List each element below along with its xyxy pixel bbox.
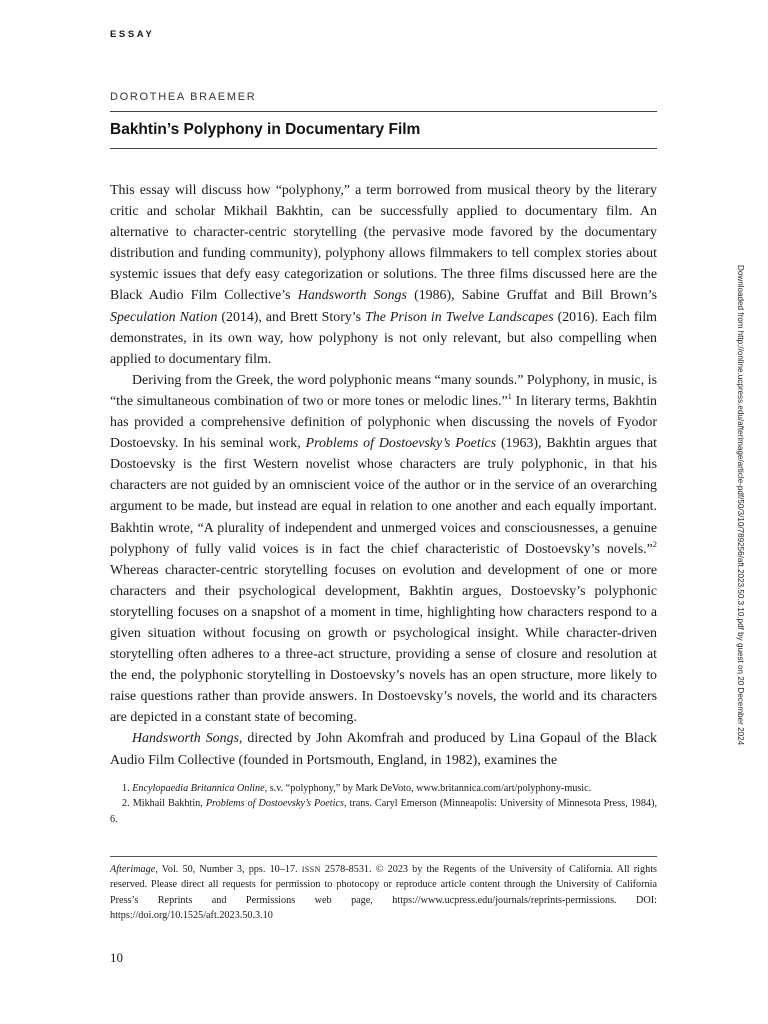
footnote-number: 2. <box>122 798 130 810</box>
header-bottom-rule <box>110 148 657 149</box>
body-paragraph-3 <box>110 728 657 770</box>
footnote-source-title: Problems of Dostoevsky’s Poetics, <box>205 798 347 810</box>
footnote-2 <box>110 796 657 827</box>
book-title: Problems of Dostoevsky’s Poetics <box>305 436 497 452</box>
header-top-rule <box>110 111 657 112</box>
footnotes <box>110 781 657 827</box>
section-label: ESSAY <box>110 29 155 40</box>
body-text: (2016). Each film demonstrates, in its own way, how polyphony is not only relevant, but also compelling when applied to documentary film. <box>110 309 657 367</box>
film-title: Speculation Nation <box>110 309 218 325</box>
footnote-text: trans. Caryl Emerson (Minneapolis: University of Minnesota Press, 1984), 6. <box>110 798 658 825</box>
download-watermark-text: Downloaded from http://online.ucpress.edu/afterimage/article-pdf/50/3/10/789256/aft.2023.50.3.10.pdf by guest on 20 December 2024 <box>736 265 745 746</box>
footnote-number: 1. <box>122 783 130 794</box>
footnote-ref-2[interactable]: 2 <box>652 538 657 549</box>
body-text: This essay will discuss how “polyphony,” a term borrowed from musical theory by the literary critic and scholar Mikhail Bakhtin, can be successfully applied to documentary film. An alternative to character-centric storytelling (the pervasive mode favored by the documentary distribution and funding community), polyphony allows filmmakers to tell complex stories about systemic issues that defy easy categorization or solutions. The three films discussed here are the Black Audio Film Collective’s <box>110 183 657 304</box>
body-text: In literary terms, Bakhtin has provided a comprehensive definition of polyphonic when discussing the novels of Fyodor Dostoevsky. In his seminal work, <box>110 393 657 452</box>
body-text: (2014), and Brett Story’s <box>217 309 366 325</box>
body-text: (1963), Bakhtin argues that Dostoevsky is the first Western novelist whose characters are truly polyphonic, in that his characters are not guided by an omniscient voice of the author or in the service of an overarching argument to be made, but instead are equal in relation to one another and each equally important. Bakhtin wrote, “A plurality of independent and unmerged voices and consciousnesses, a genuine polyphony of fully valid voices is in fact the chief characteristic of Dostoevsky’s novels.” <box>110 436 657 557</box>
body-paragraph-1 <box>110 180 657 370</box>
journal-name: Afterimage <box>110 864 156 875</box>
body-text: (1986), Sabine Gruffat and Bill Brown’s <box>406 288 657 304</box>
body-text: Deriving from the Greek, the word polyphonic means “many sounds.” Polyphony, in music, is “the simultaneous combination of two or more tones or melodic lines.” <box>110 372 657 409</box>
footnote-1 <box>110 781 657 796</box>
footnote-text: , s.v. “polyphony,” by Mark DeVoto, www.britannica.com/art/polyphony-music. <box>264 783 592 794</box>
footnote-source-title: Encylopaedia Britannica Online <box>132 783 265 794</box>
article-body <box>110 180 657 771</box>
body-paragraph-2 <box>110 370 657 729</box>
copyright-text: , Vol. 50, Number 3, pps. 10–17. <box>155 864 302 875</box>
film-title: The Prison in Twelve Landscapes <box>365 309 554 325</box>
footnote-ref-1[interactable]: 1 <box>507 390 512 401</box>
body-text: Whereas character-centric storytelling focuses on evolution and development of one or more characters and their psychological development, Bakhtin argues, Dostoevsky’s polyphonic storytelling focuses on a snapshot of a moment in time, highlighting how characters respond to a given situation without focusing on growth or psychological insight. While character-driven storytelling often adheres to a three-act structure, providing a sense of closure and resolution at the end, the polyphonic storytelling in Dostoevsky’s novels has an open structure, more likely to raise questions rather than provide answers. In Dostoevsky’s novels, the world and its characters are depicted in a constant state of becoming. <box>110 562 657 726</box>
body-text: , directed by John Akomfrah and produced by Lina Gopaul of the Black Audio Film Collective (founded in Portsmouth, England, in 1982), examines the <box>110 731 657 768</box>
article-title: Bakhtin’s Polyphony in Documentary Film <box>110 121 421 138</box>
copyright-notice <box>110 862 657 923</box>
film-title: Handsworth Songs <box>297 288 407 304</box>
author-name: DOROTHEA BRAEMER <box>110 91 257 103</box>
download-watermark <box>736 265 746 775</box>
page-number: 10 <box>110 950 123 965</box>
issn-label: ISSN <box>301 865 321 874</box>
copyright-rule <box>110 856 657 857</box>
copyright-text: 2578-8531. © 2023 by the Regents of the University of California. All rights reserved. Please direct all requests for permission to photocopy or reproduce article content through the University of California Press’s Reprints and Permissions web page, https://www.ucpress.edu/journals/reprints-permissions. DOI: https://doi.org/10.1525/aft.2023.50.3.10 <box>110 864 657 921</box>
footnote-author: Mikhail Bakhtin, <box>132 798 206 810</box>
film-title: Handsworth Songs <box>132 731 239 747</box>
